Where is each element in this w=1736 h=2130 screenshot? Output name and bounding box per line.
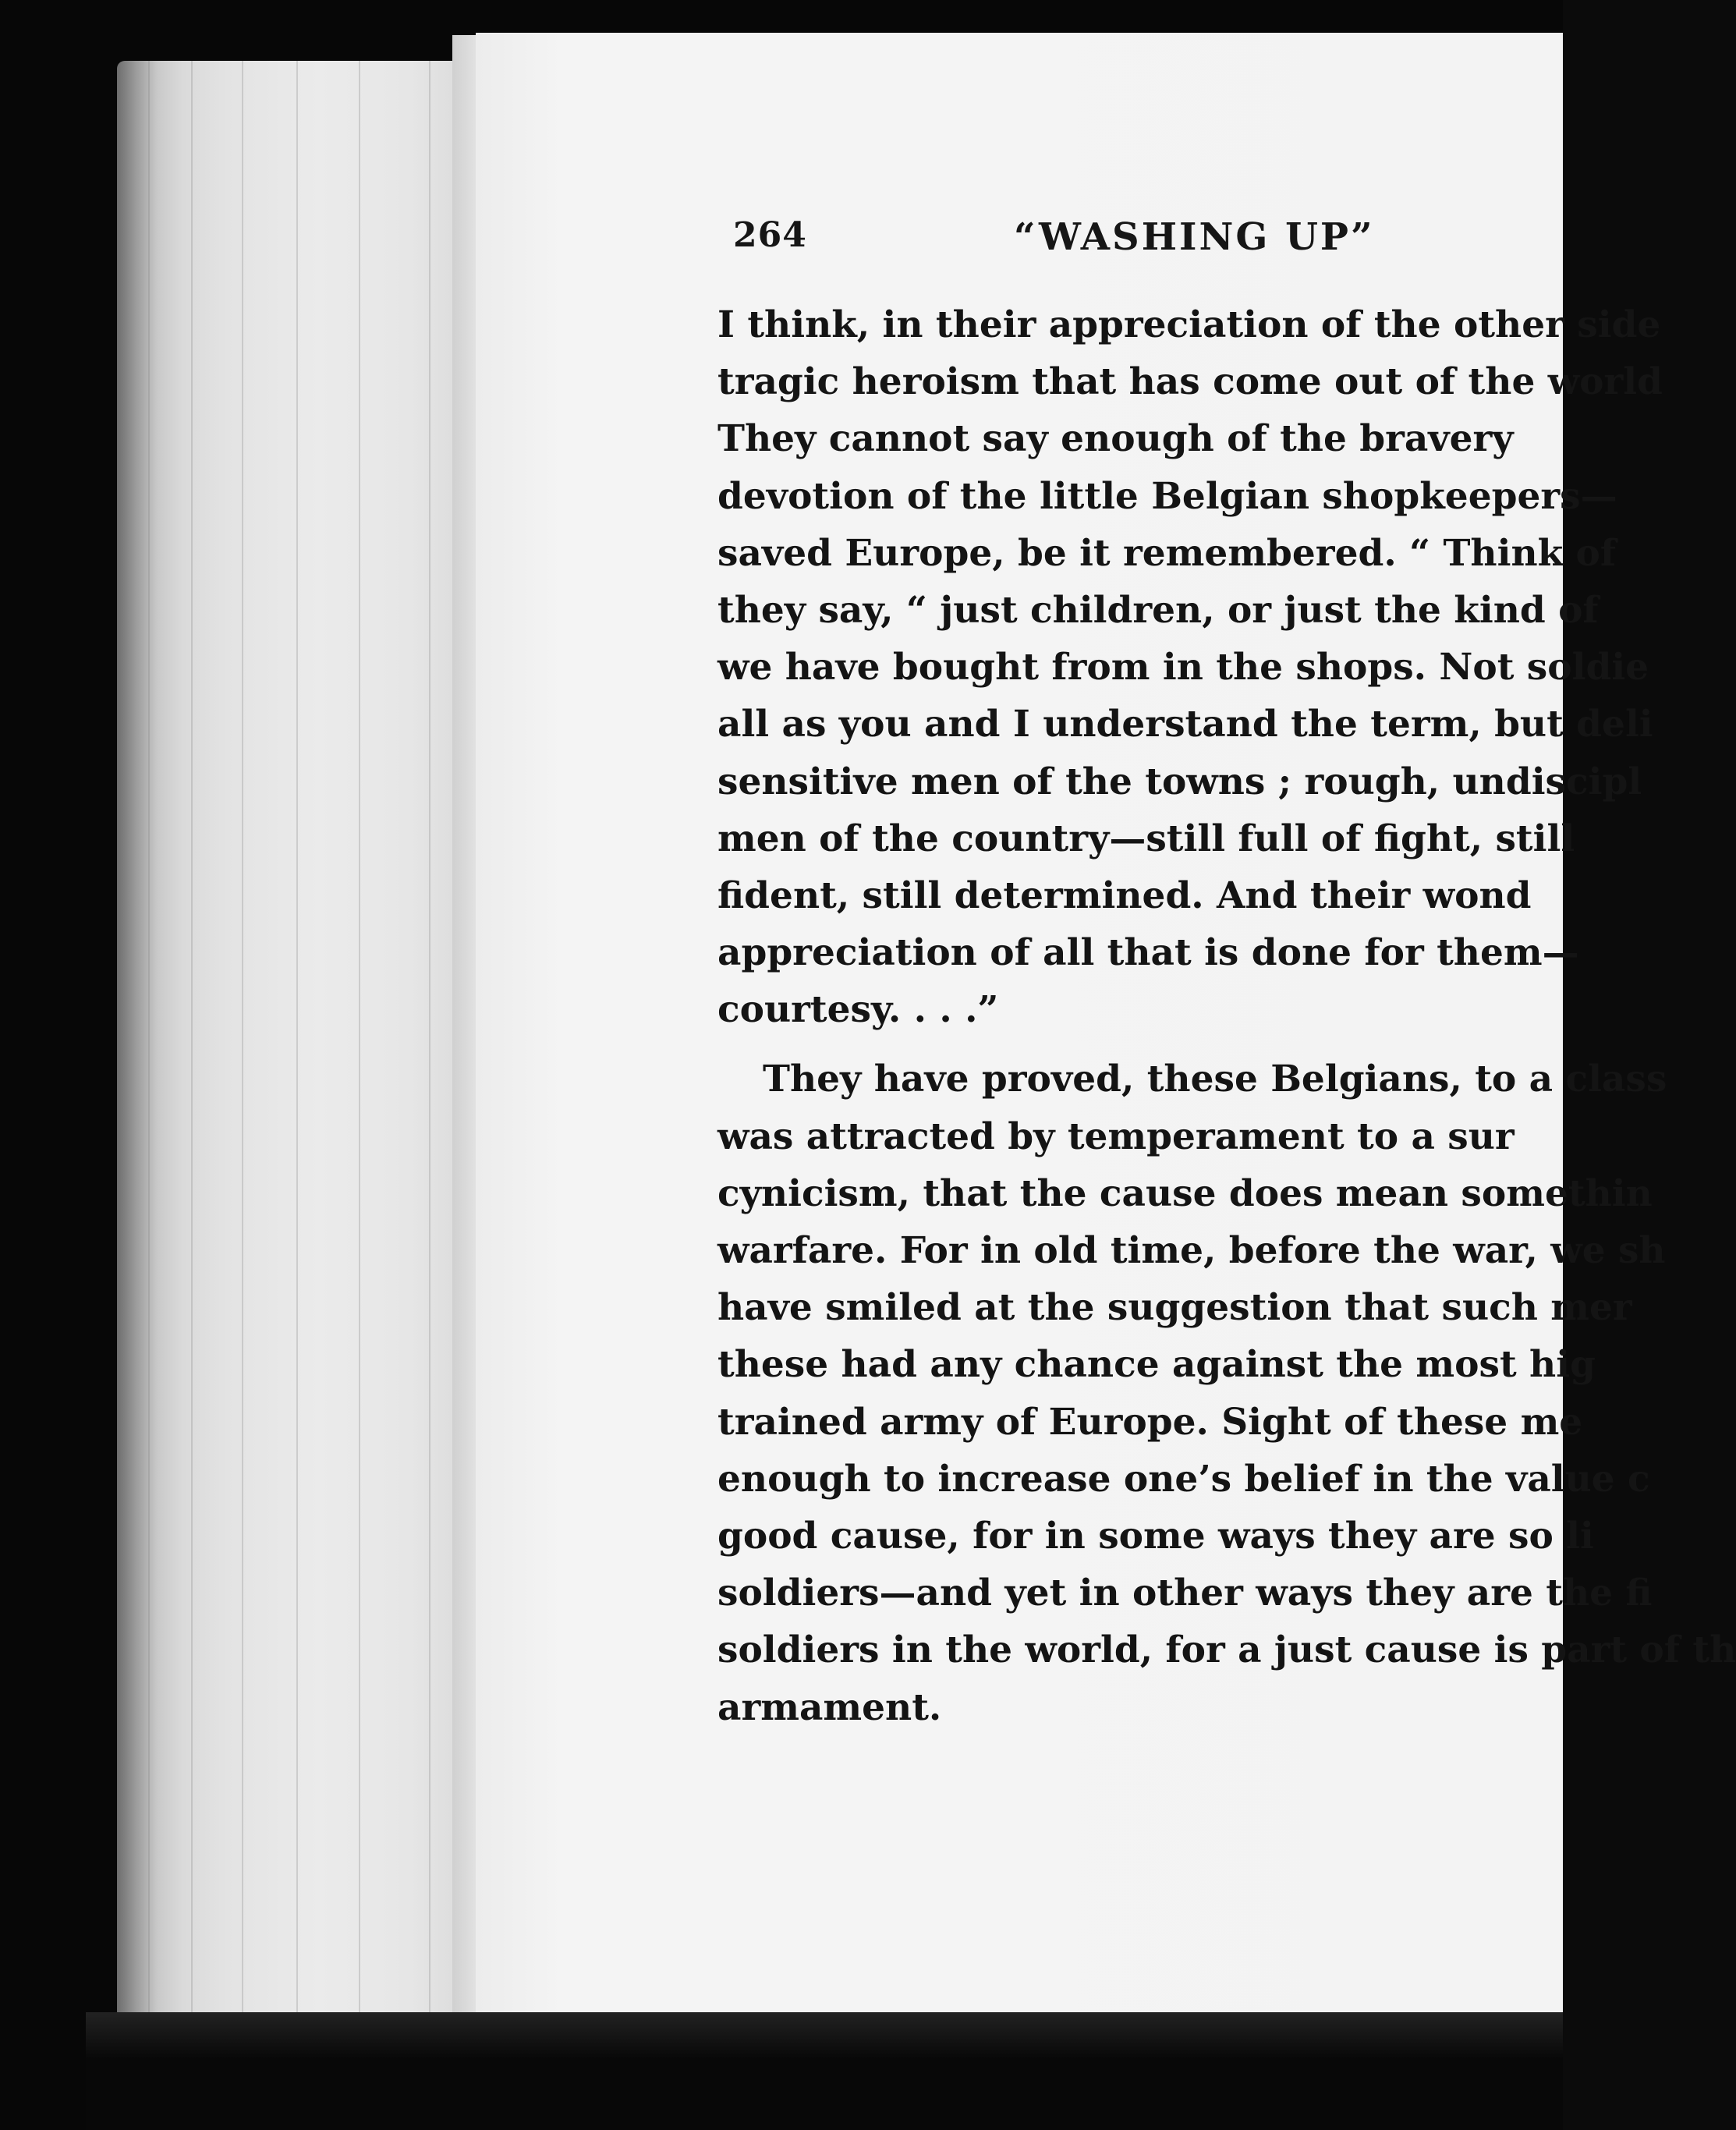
text-line: armament. xyxy=(717,1685,942,1729)
text-line: fident, still determined. And their wond xyxy=(717,874,1532,917)
scan-bottom-shadow xyxy=(86,2012,1563,2130)
text-line: I think, in their appreciation of the other side xyxy=(717,303,1661,346)
paragraph xyxy=(717,296,1731,1038)
page-edge-line xyxy=(429,61,430,2057)
paragraph xyxy=(717,1051,1736,1735)
text-line: have smiled at the suggestion that such mer xyxy=(717,1286,1632,1330)
text-line: devotion of the little Belgian shopkeepers— xyxy=(717,474,1617,518)
text-line: appreciation of all that is done for them— xyxy=(717,931,1579,975)
text-line: sensitive men of the towns ; rough, undiscipl xyxy=(717,760,1642,803)
book-page-edges xyxy=(117,61,484,2057)
text-line: enough to increase one’s belief in the value c xyxy=(717,1457,1650,1501)
page-edge-line xyxy=(191,61,193,2057)
text-line: tragic heroism that has come out of the world xyxy=(717,360,1663,404)
text-line: men of the country—still full of fight, still xyxy=(717,817,1575,860)
text-line: they say, “ just children, or just the kind of xyxy=(717,588,1599,632)
running-head: “WASHING UP” xyxy=(1014,215,1375,259)
body-text xyxy=(717,296,1736,1736)
text-line: They have proved, these Belgians, to a class xyxy=(763,1058,1667,1101)
page-number: 264 xyxy=(733,215,807,255)
text-line: trained army of Europe. Sight of these me xyxy=(717,1400,1583,1444)
text-line: cynicism, that the cause does mean somethin xyxy=(717,1171,1653,1215)
text-line: soldiers in the world, for a just cause is part of th xyxy=(717,1629,1736,1672)
page-edge-line xyxy=(148,61,150,2057)
paragraph-gap xyxy=(717,1038,1731,1051)
text-line: soldiers—and yet in other ways they are the fi xyxy=(717,1572,1653,1615)
text-line: They cannot say enough of the bravery xyxy=(717,417,1514,461)
text-line: warfare. For in old time, before the war, we sh xyxy=(717,1229,1666,1272)
page-header xyxy=(733,215,1563,270)
text-line: was attracted by temperament to a sur xyxy=(717,1115,1515,1158)
page-edge-line xyxy=(296,61,298,2057)
text-line: all as you and I understand the term, but deli xyxy=(717,703,1653,746)
text-line: we have bought from in the shops. Not soldie xyxy=(717,646,1649,689)
text-line: saved Europe, be it remembered. “ Think of xyxy=(717,531,1617,575)
page-edge-line xyxy=(242,61,243,2057)
text-line: courtesy. . . .” xyxy=(717,988,999,1032)
text-line: good cause, for in some ways they are so li xyxy=(717,1514,1594,1558)
page-edge-line xyxy=(359,61,360,2057)
text-line: these had any chance against the most hig xyxy=(717,1343,1596,1387)
